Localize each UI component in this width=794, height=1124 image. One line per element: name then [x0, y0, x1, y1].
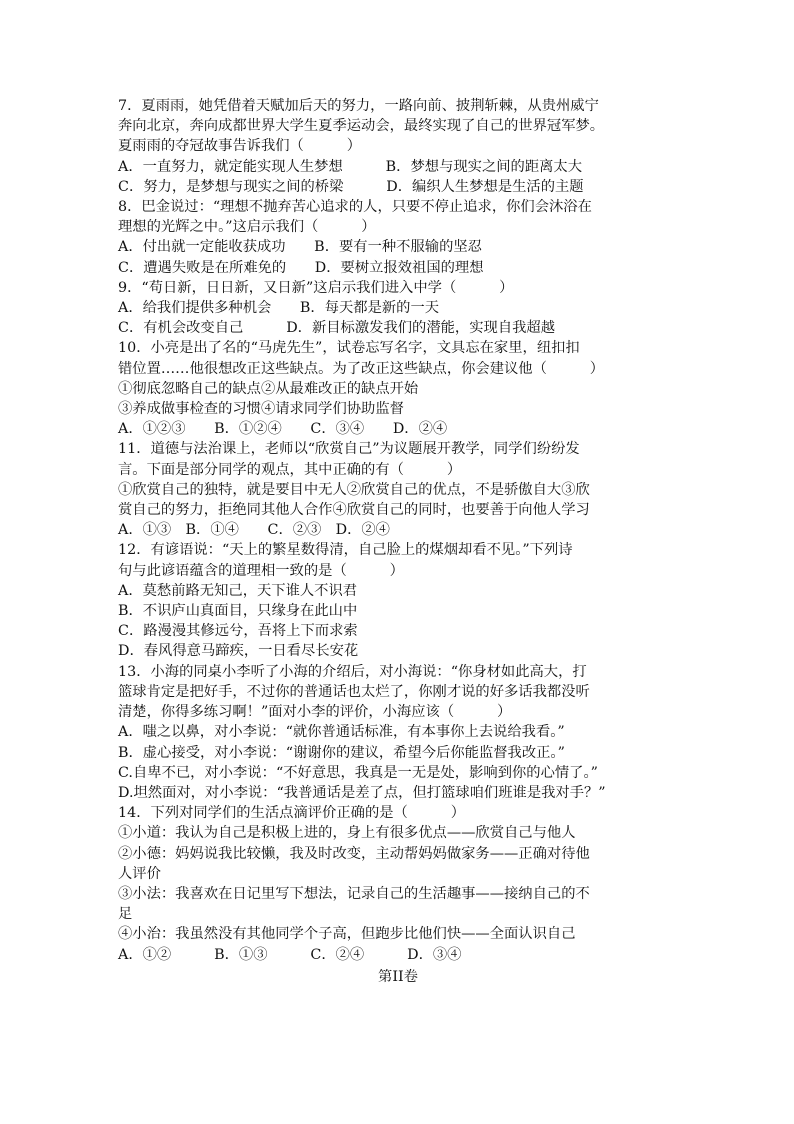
question-line: 11．道德与法治课上，老师以“欣赏自己”为议题展开教学，同学们纷纷发: [118, 441, 580, 458]
question-line: A．一直努力，就定能实现人生梦想 B．梦想与现实之间的距离太大: [118, 158, 583, 175]
question-line: C．努力，是梦想与现实之间的桥梁 D．编织人生梦想是生活的主题: [118, 178, 584, 195]
question-line: 13．小海的同桌小李听了小海的介绍后，对小海说：“你身材如此高大，打: [118, 663, 587, 680]
question-line: ④小治：我虽然没有其他同学个子高，但跑步比他们快——全面认识自己: [118, 926, 576, 943]
question-line: 14．下列对同学们的生活点滴评价正确的是（ ）: [118, 805, 466, 822]
question-line: 12．有谚语说：“天上的繁星数得清，自己脸上的煤烟却看不见。”下列诗: [118, 542, 573, 559]
question-10: [118, 338, 678, 439]
question-line: D.坦然面对，对小李说：“我普通话是差了点，但打篮球咱们班谁是我对手？”: [118, 784, 606, 801]
question-line: 7．夏雨雨，她凭借着天赋加后天的努力，一路向前、披荆斩棘，从贵州威宁: [118, 98, 599, 114]
question-line: 足: [118, 906, 133, 923]
question-line: C.自卑不已，对小李说：“不好意思，我真是一无是处，影响到你的心情了。”: [118, 764, 598, 781]
question-line: A．付出就一定能收获成功 B．要有一种不服输的坚忍: [118, 239, 482, 256]
question-13: [118, 662, 678, 803]
question-line: ②小德：妈妈说我比较懒，我及时改变，主动帮妈妈做家务——正确对待他: [118, 845, 590, 862]
question-line: A．①② B．①③ C．②④ D．③④: [118, 946, 462, 963]
question-line: C．路漫漫其修远兮，吾将上下而求索: [118, 623, 358, 640]
question-line: 10．小亮是出了名的“马虎先生”，试卷忘写名字，文具忘在家里，纽扣扣: [118, 340, 580, 357]
question-line: ①小道：我认为自己是积极上进的，身上有很多优点——欣赏自己与他人: [118, 825, 576, 842]
question-line: ①彻底忽略自己的缺点②从最难改正的缺点开始: [118, 380, 419, 397]
question-line: B．不识庐山真面目，只缘身在此山中: [118, 603, 358, 620]
question-line: B．虚心接受，对小李说：“谢谢你的建议，希望今后你能监督我改正。”: [118, 744, 565, 761]
question-line: C．遭遇失败是在所难免的 D．要树立报效祖国的理想: [118, 259, 484, 276]
question-8: [118, 197, 678, 278]
question-line: ③养成做事检查的习惯④请求同学们协助监督: [118, 401, 404, 418]
question-line: A．莫愁前路无知己，天下谁人不识君: [118, 582, 358, 599]
question-7: [118, 96, 678, 197]
question-12: [118, 540, 678, 661]
section-title: 第II卷: [378, 968, 418, 985]
question-line: A．①③ B．①④ C．②③ D．②④: [118, 522, 390, 539]
question-line: 赏自己的努力，拒绝同其他人合作④欣赏自己的同时，也要善于向他人学习: [118, 502, 590, 519]
question-line: 夏雨雨的夺冠故事告诉我们（ ）: [118, 138, 362, 155]
question-line: ①欣赏自己的独特，就是要目中无人②欣赏自己的优点，不是骄傲自大③欣: [118, 481, 590, 498]
question-line: 篮球肯定是把好手，不过你的普通话也太烂了，你刚才说的好多话我都没听: [118, 683, 590, 700]
question-line: 人评价: [118, 865, 161, 882]
question-11: [118, 439, 678, 540]
question-line: 句与此谚语蕴含的道理相一致的是（ ）: [118, 562, 404, 579]
question-9: [118, 278, 678, 339]
exam-page: [118, 96, 678, 987]
question-line: 言。下面是部分同学的观点，其中正确的有（ ）: [118, 461, 462, 478]
question-line: ③小法：我喜欢在日记里写下想法，记录自己的生活趣事——接纳自己的不: [118, 885, 590, 902]
question-line: A．嗤之以鼻，对小李说：“就你普通话标准，有本事你上去说给我看。”: [118, 724, 565, 741]
question-line: A．①②③ B．①②④ C．③④ D．②④: [118, 421, 448, 438]
question-line: 错位置……他很想改正这些缺点。为了改正这些缺点，你会建议他（ ）: [118, 360, 605, 377]
question-line: D．春风得意马蹄疾，一日看尽长安花: [118, 643, 359, 660]
question-line: C．有机会改变自己 D．新目标激发我们的潜能，实现自我超越: [118, 320, 556, 337]
question-14: [118, 803, 678, 965]
question-line: A．给我们提供多种机会 B．每天都是新的一天: [118, 300, 440, 317]
question-line: 理想的光辉之中。”这启示我们（ ）: [118, 219, 376, 236]
question-line: 清楚，你得多练习啊！”面对小李的评价，小海应该（ ）: [118, 704, 512, 721]
question-line: 9．“苟日新，日日新，又日新”这启示我们进入中学（ ）: [118, 279, 514, 296]
question-line: 8．巴金说过：“理想不抛弃苦心追求的人，只要不停止追求，你们会沐浴在: [118, 199, 592, 216]
question-line: 奔向北京，奔向成都世界大学生夏季运动会，最终实现了自己的世界冠军梦。: [118, 118, 605, 135]
